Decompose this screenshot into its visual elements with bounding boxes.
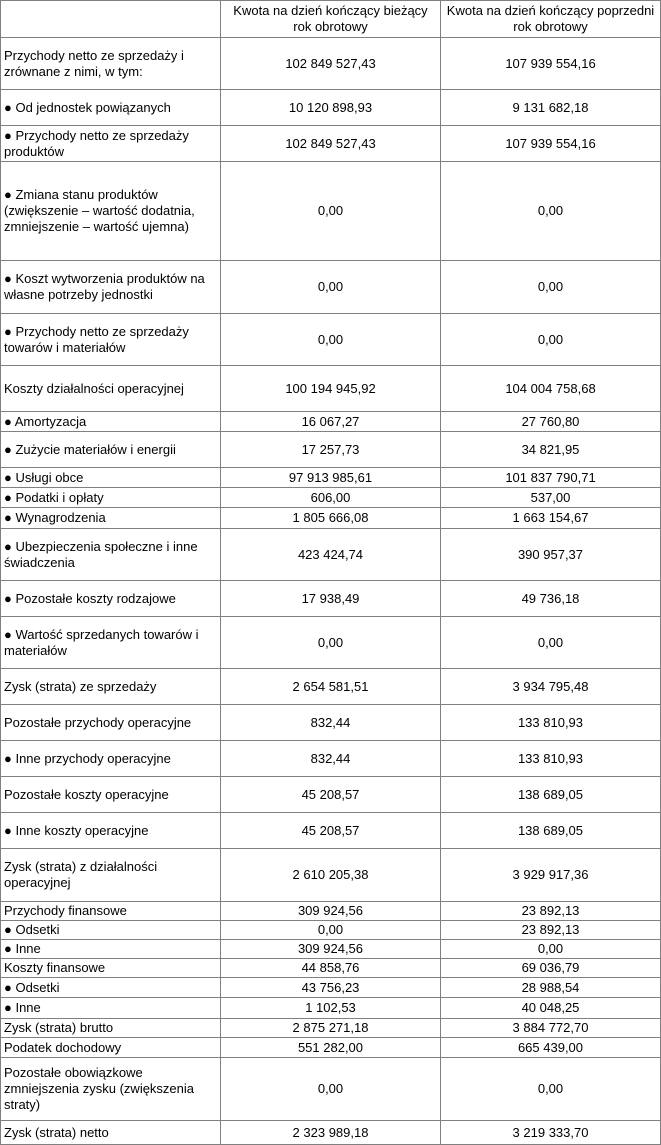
- current-year-value: 100 194 945,92: [221, 366, 441, 412]
- current-year-value: 2 323 989,18: [221, 1121, 441, 1145]
- previous-year-value: 133 810,93: [441, 705, 661, 741]
- current-year-value: 309 924,56: [221, 902, 441, 921]
- current-year-value: 423 424,74: [221, 529, 441, 581]
- table-row: [1, 940, 661, 959]
- previous-year-value: 23 892,13: [441, 921, 661, 940]
- current-year-value: 832,44: [221, 741, 441, 777]
- current-year-value: 1 102,53: [221, 998, 441, 1019]
- previous-year-value: 3 934 795,48: [441, 669, 661, 705]
- current-year-value: 43 756,23: [221, 978, 441, 998]
- current-year-value: 17 257,73: [221, 432, 441, 468]
- previous-year-value: 3 929 917,36: [441, 849, 661, 902]
- current-year-value: 309 924,56: [221, 940, 441, 959]
- previous-year-value: 0,00: [441, 940, 661, 959]
- row-label: ● Inne przychody operacyjne: [1, 741, 221, 777]
- table-row: [1, 508, 661, 529]
- table-row: [1, 90, 661, 126]
- header-current-year: Kwota na dzień kończący bieżący rok obrotowy: [221, 1, 441, 38]
- previous-year-value: 138 689,05: [441, 777, 661, 813]
- current-year-value: 0,00: [221, 617, 441, 669]
- current-year-value: 97 913 985,61: [221, 468, 441, 488]
- table-row: [1, 162, 661, 261]
- current-year-value: 16 067,27: [221, 412, 441, 432]
- row-label: Koszty finansowe: [1, 959, 221, 978]
- previous-year-value: 665 439,00: [441, 1038, 661, 1058]
- table-row: [1, 261, 661, 314]
- previous-year-value: 27 760,80: [441, 412, 661, 432]
- row-label: Zysk (strata) z działalności operacyjnej: [1, 849, 221, 902]
- current-year-value: 0,00: [221, 261, 441, 314]
- table-row: [1, 705, 661, 741]
- current-year-value: 2 875 271,18: [221, 1019, 441, 1038]
- previous-year-value: 40 048,25: [441, 998, 661, 1019]
- table-row: [1, 617, 661, 669]
- current-year-value: 0,00: [221, 921, 441, 940]
- table-row: [1, 126, 661, 162]
- table-row: [1, 1058, 661, 1121]
- row-label: ● Zmiana stanu produktów (zwiększenie – wartość dodatnia, zmniejszenie – wartość ujemna): [1, 162, 221, 261]
- previous-year-value: 104 004 758,68: [441, 366, 661, 412]
- row-label: Koszty działalności operacyjnej: [1, 366, 221, 412]
- current-year-value: 102 849 527,43: [221, 38, 441, 90]
- row-label: ● Wartość sprzedanych towarów i materiałów: [1, 617, 221, 669]
- table-row: [1, 366, 661, 412]
- previous-year-value: 0,00: [441, 162, 661, 261]
- previous-year-value: 3 884 772,70: [441, 1019, 661, 1038]
- header-previous-year: Kwota na dzień kończący poprzedni rok obrotowy: [441, 1, 661, 38]
- previous-year-value: 49 736,18: [441, 581, 661, 617]
- previous-year-value: 0,00: [441, 617, 661, 669]
- current-year-value: 45 208,57: [221, 813, 441, 849]
- table-row: [1, 468, 661, 488]
- row-label: ● Pozostałe koszty rodzajowe: [1, 581, 221, 617]
- row-label: ● Zużycie materiałów i energii: [1, 432, 221, 468]
- previous-year-value: 9 131 682,18: [441, 90, 661, 126]
- row-label: ● Ubezpieczenia społeczne i inne świadczenia: [1, 529, 221, 581]
- row-label: ● Od jednostek powiązanych: [1, 90, 221, 126]
- row-label: ● Inne: [1, 998, 221, 1019]
- current-year-value: 102 849 527,43: [221, 126, 441, 162]
- header-empty-cell: [1, 1, 221, 38]
- row-label: ● Przychody netto ze sprzedaży produktów: [1, 126, 221, 162]
- row-label: ● Wynagrodzenia: [1, 508, 221, 529]
- previous-year-value: 390 957,37: [441, 529, 661, 581]
- row-label: Zysk (strata) brutto: [1, 1019, 221, 1038]
- row-label: ● Podatki i opłaty: [1, 488, 221, 508]
- previous-year-value: 69 036,79: [441, 959, 661, 978]
- row-label: ● Inne koszty operacyjne: [1, 813, 221, 849]
- table-row: [1, 741, 661, 777]
- table-row: [1, 488, 661, 508]
- table-row: [1, 959, 661, 978]
- row-label: Zysk (strata) netto: [1, 1121, 221, 1145]
- table-row: [1, 777, 661, 813]
- previous-year-value: 138 689,05: [441, 813, 661, 849]
- table-row: [1, 921, 661, 940]
- row-label: ● Odsetki: [1, 978, 221, 998]
- header-row: [1, 1, 661, 38]
- row-label: ● Koszt wytworzenia produktów na własne potrzeby jednostki: [1, 261, 221, 314]
- previous-year-value: 28 988,54: [441, 978, 661, 998]
- current-year-value: 832,44: [221, 705, 441, 741]
- table-row: [1, 38, 661, 90]
- current-year-value: 1 805 666,08: [221, 508, 441, 529]
- previous-year-value: 537,00: [441, 488, 661, 508]
- table-row: [1, 813, 661, 849]
- row-label: Przychody finansowe: [1, 902, 221, 921]
- previous-year-value: 0,00: [441, 261, 661, 314]
- table-row: [1, 902, 661, 921]
- current-year-value: 10 120 898,93: [221, 90, 441, 126]
- row-label: Przychody netto ze sprzedaży i zrównane z nimi, w tym:: [1, 38, 221, 90]
- previous-year-value: 133 810,93: [441, 741, 661, 777]
- current-year-value: 2 654 581,51: [221, 669, 441, 705]
- previous-year-value: 0,00: [441, 1058, 661, 1121]
- current-year-value: 0,00: [221, 162, 441, 261]
- table-row: [1, 1121, 661, 1145]
- row-label: ● Amortyzacja: [1, 412, 221, 432]
- previous-year-value: 107 939 554,16: [441, 38, 661, 90]
- table-row: [1, 314, 661, 366]
- table-row: [1, 998, 661, 1019]
- row-label: ● Usługi obce: [1, 468, 221, 488]
- row-label: Zysk (strata) ze sprzedaży: [1, 669, 221, 705]
- table-row: [1, 581, 661, 617]
- table-row: [1, 978, 661, 998]
- table-row: [1, 412, 661, 432]
- table-row: [1, 1019, 661, 1038]
- current-year-value: 2 610 205,38: [221, 849, 441, 902]
- row-label: Pozostałe koszty operacyjne: [1, 777, 221, 813]
- row-label: Pozostałe obowiązkowe zmniejszenia zysku (zwiększenia straty): [1, 1058, 221, 1121]
- row-label: Pozostałe przychody operacyjne: [1, 705, 221, 741]
- row-label: ● Inne: [1, 940, 221, 959]
- previous-year-value: 3 219 333,70: [441, 1121, 661, 1145]
- table-row: [1, 849, 661, 902]
- row-label: ● Przychody netto ze sprzedaży towarów i materiałów: [1, 314, 221, 366]
- table-row: [1, 669, 661, 705]
- table-row: [1, 432, 661, 468]
- table-row: [1, 529, 661, 581]
- previous-year-value: 101 837 790,71: [441, 468, 661, 488]
- current-year-value: 0,00: [221, 314, 441, 366]
- previous-year-value: 107 939 554,16: [441, 126, 661, 162]
- previous-year-value: 23 892,13: [441, 902, 661, 921]
- previous-year-value: 1 663 154,67: [441, 508, 661, 529]
- current-year-value: 551 282,00: [221, 1038, 441, 1058]
- current-year-value: 0,00: [221, 1058, 441, 1121]
- previous-year-value: 0,00: [441, 314, 661, 366]
- row-label: Podatek dochodowy: [1, 1038, 221, 1058]
- current-year-value: 606,00: [221, 488, 441, 508]
- current-year-value: 17 938,49: [221, 581, 441, 617]
- current-year-value: 44 858,76: [221, 959, 441, 978]
- table-row: [1, 1038, 661, 1058]
- row-label: ● Odsetki: [1, 921, 221, 940]
- current-year-value: 45 208,57: [221, 777, 441, 813]
- previous-year-value: 34 821,95: [441, 432, 661, 468]
